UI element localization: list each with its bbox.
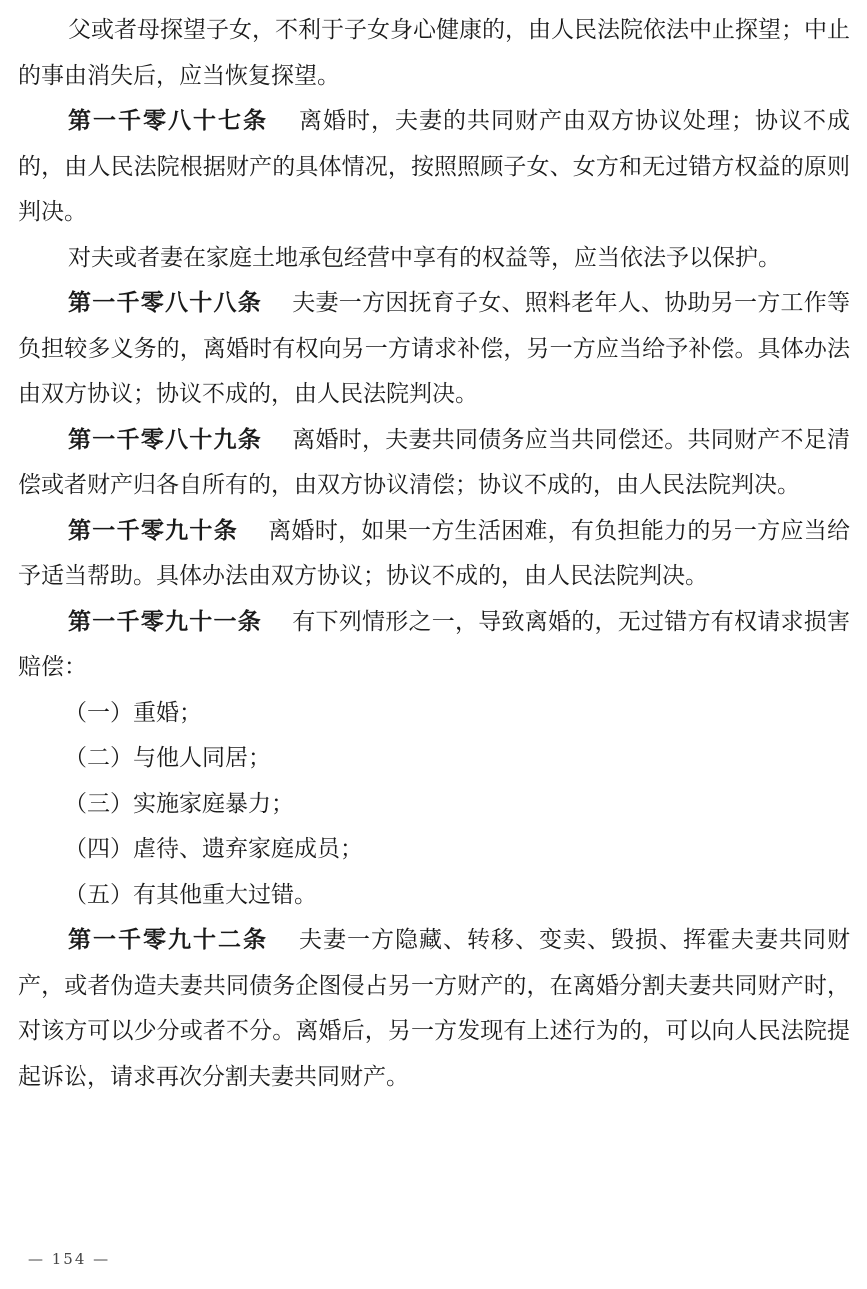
article-text: 离婚时，如果一方生活困难，有负担能力的另一方应当给予适当帮助。具体办法由双方协议；协议不成的，由人民法院判决。 [18, 517, 850, 589]
article-1088 [18, 281, 850, 418]
list-item: （五）有其他重大过错。 [64, 881, 317, 908]
article-heading: 第一千零九十条 [68, 517, 238, 544]
article-1091 [18, 600, 850, 691]
article-1087 [18, 99, 850, 236]
article-heading: 第一千零九十一条 [68, 608, 262, 635]
list-item: （三）实施家庭暴力； [64, 790, 294, 817]
page-number: — 154 — [28, 1250, 111, 1268]
paragraph-continuation [18, 8, 850, 99]
article-1089 [18, 418, 850, 509]
article-text: 夫妻一方因抚育子女、照料老年人、协助另一方工作等负担较多义务的，离婚时有权向另一方请求补偿，另一方应当给予补偿。具体办法由双方协议；协议不成的，由人民法院判决。 [18, 290, 850, 407]
article-1087-clause-2 [18, 236, 850, 282]
paragraph-text: 父或者母探望子女，不利于子女身心健康的，由人民法院依法中止探望；中止的事由消失后，应当恢复探望。 [18, 17, 850, 89]
article-heading: 第一千零八十八条 [68, 290, 262, 316]
article-heading: 第一千零八十九条 [68, 426, 262, 453]
article-text: 离婚时，夫妻共同债务应当共同偿还。共同财产不足清偿或者财产归各自所有的，由双方协议清偿；协议不成的，由人民法院判决。 [18, 426, 850, 498]
paragraph-text: 对夫或者妻在家庭土地承包经营中享有的权益等，应当依法予以保护。 [68, 244, 781, 271]
article-heading: 第一千零九十二条 [68, 927, 268, 953]
article-1092 [18, 918, 850, 1100]
document-body [18, 8, 850, 1100]
article-heading: 第一千零八十七条 [68, 108, 268, 134]
article-text: 有下列情形之一，导致离婚的，无过错方有权请求损害赔偿： [18, 608, 850, 680]
list-item: （二）与他人同居； [64, 745, 271, 771]
article-text: 离婚时，夫妻的共同财产由双方协议处理；协议不成的，由人民法院根据财产的具体情况，按照照顾子女、女方和无过错方权益的原则判决。 [18, 108, 850, 225]
article-1090 [18, 509, 850, 600]
list-item: （四）虐待、遗弃家庭成员； [64, 836, 363, 862]
list-item: （一）重婚； [64, 699, 202, 726]
article-text: 夫妻一方隐藏、转移、变卖、毁损、挥霍夫妻共同财产，或者伪造夫妻共同债务企图侵占另一方财产的，在离婚分割夫妻共同财产时，对该方可以少分或者不分。离婚后，另一方发现有上述行为的，可以向人民法院提起诉讼，请求再次分割夫妻共同财产。 [18, 927, 850, 1090]
